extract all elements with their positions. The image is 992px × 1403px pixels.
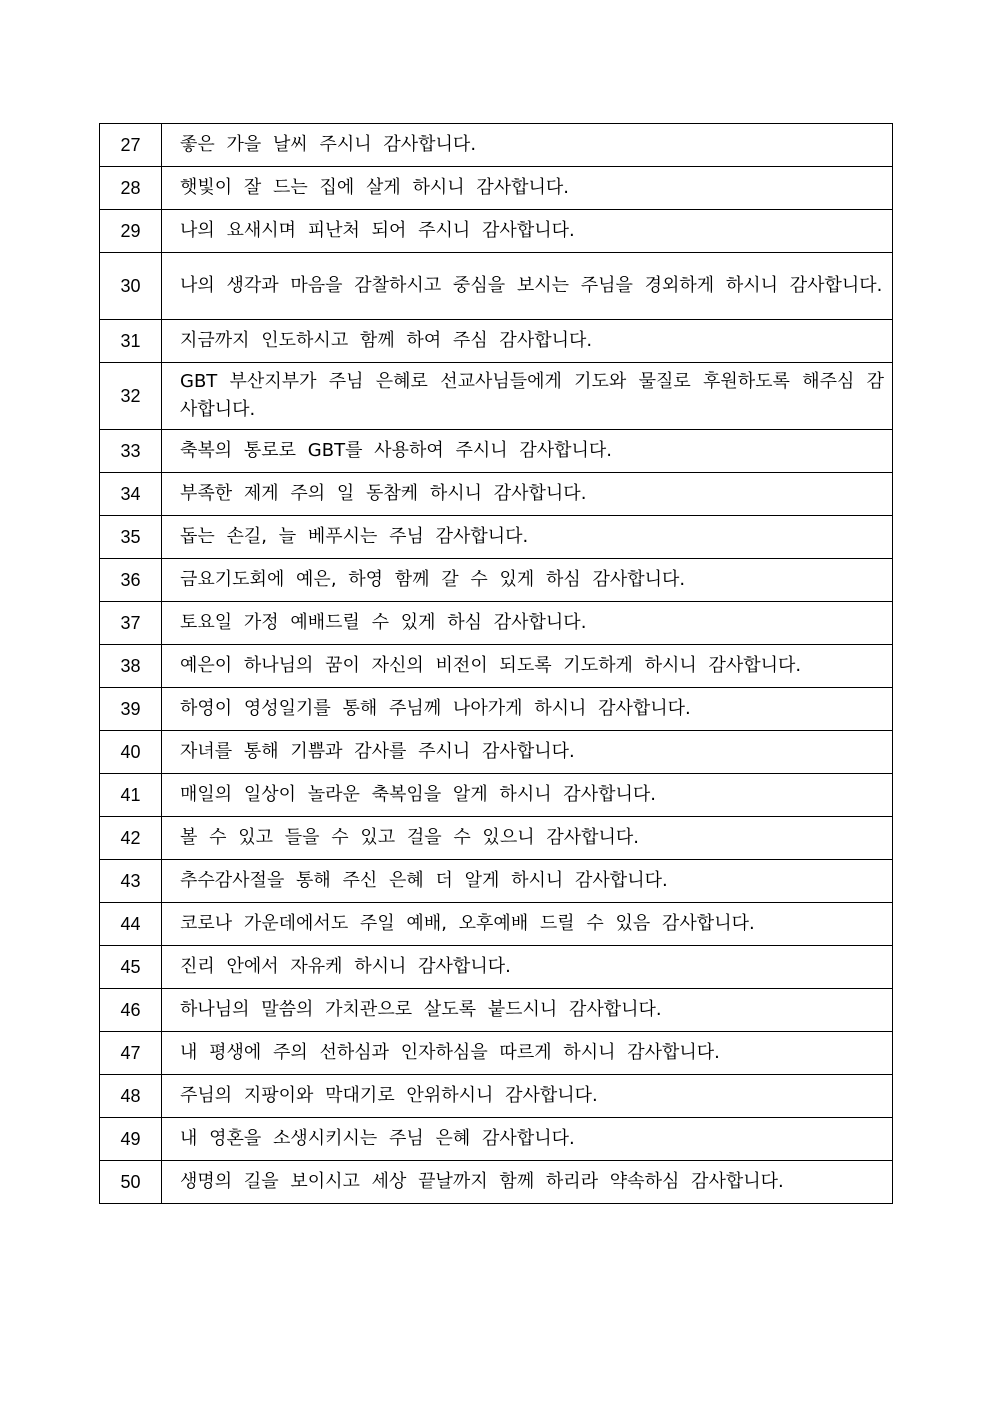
table-row [100, 860, 893, 903]
table-row [100, 430, 893, 473]
row-number: 37 [100, 602, 162, 645]
row-text: 생명의 길을 보이시고 세상 끝날까지 함께 하리라 약속하심 감사합니다. [162, 1161, 893, 1204]
row-text: 진리 안에서 자유케 하시니 감사합니다. [162, 946, 893, 989]
thanksgiving-list-table [99, 123, 893, 1204]
row-number: 29 [100, 210, 162, 253]
table-row [100, 363, 893, 430]
row-text: GBT 부산지부가 주님 은혜로 선교사님들에게 기도와 물질로 후원하도록 해주심 감사합니다. [162, 363, 893, 430]
row-number: 44 [100, 903, 162, 946]
row-text: 금요기도회에 예은, 하영 함께 갈 수 있게 하심 감사합니다. [162, 559, 893, 602]
row-number: 30 [100, 253, 162, 320]
row-text: 코로나 가운데에서도 주일 예배, 오후예배 드릴 수 있음 감사합니다. [162, 903, 893, 946]
row-text: 하나님의 말씀의 가치관으로 살도록 붙드시니 감사합니다. [162, 989, 893, 1032]
table-row [100, 903, 893, 946]
row-number: 31 [100, 320, 162, 363]
row-number: 36 [100, 559, 162, 602]
row-number: 46 [100, 989, 162, 1032]
table-row [100, 320, 893, 363]
table-row [100, 516, 893, 559]
row-number: 35 [100, 516, 162, 559]
row-number: 43 [100, 860, 162, 903]
row-text: 나의 생각과 마음을 감찰하시고 중심을 보시는 주님을 경외하게 하시니 감사합니다. [162, 253, 893, 320]
row-text: 추수감사절을 통해 주신 은혜 더 알게 하시니 감사합니다. [162, 860, 893, 903]
table-row [100, 559, 893, 602]
row-text: 주님의 지팡이와 막대기로 안위하시니 감사합니다. [162, 1075, 893, 1118]
row-text: 하영이 영성일기를 통해 주님께 나아가게 하시니 감사합니다. [162, 688, 893, 731]
row-text: 돕는 손길, 늘 베푸시는 주님 감사합니다. [162, 516, 893, 559]
row-text: 토요일 가정 예배드릴 수 있게 하심 감사합니다. [162, 602, 893, 645]
row-number: 40 [100, 731, 162, 774]
row-text: 내 영혼을 소생시키시는 주님 은혜 감사합니다. [162, 1118, 893, 1161]
row-number: 45 [100, 946, 162, 989]
table-row [100, 1161, 893, 1204]
row-text: 내 평생에 주의 선하심과 인자하심을 따르게 하시니 감사합니다. [162, 1032, 893, 1075]
table-row [100, 124, 893, 167]
table-row [100, 253, 893, 320]
table-row [100, 210, 893, 253]
table-row [100, 688, 893, 731]
row-text: 볼 수 있고 들을 수 있고 걸을 수 있으니 감사합니다. [162, 817, 893, 860]
table-row [100, 1075, 893, 1118]
row-number: 34 [100, 473, 162, 516]
row-text: 지금까지 인도하시고 함께 하여 주심 감사합니다. [162, 320, 893, 363]
row-number: 33 [100, 430, 162, 473]
row-number: 32 [100, 363, 162, 430]
row-text: 좋은 가을 날씨 주시니 감사합니다. [162, 124, 893, 167]
row-text: 나의 요새시며 피난처 되어 주시니 감사합니다. [162, 210, 893, 253]
row-number: 27 [100, 124, 162, 167]
table-row [100, 473, 893, 516]
table-row [100, 1032, 893, 1075]
table-row [100, 1118, 893, 1161]
table-row [100, 946, 893, 989]
row-number: 47 [100, 1032, 162, 1075]
table-row [100, 602, 893, 645]
row-text: 축복의 통로로 GBT를 사용하여 주시니 감사합니다. [162, 430, 893, 473]
table-row [100, 731, 893, 774]
row-number: 41 [100, 774, 162, 817]
row-text: 자녀를 통해 기쁨과 감사를 주시니 감사합니다. [162, 731, 893, 774]
row-text: 부족한 제게 주의 일 동참케 하시니 감사합니다. [162, 473, 893, 516]
row-number: 39 [100, 688, 162, 731]
row-number: 48 [100, 1075, 162, 1118]
table-row [100, 817, 893, 860]
table-row [100, 989, 893, 1032]
row-number: 49 [100, 1118, 162, 1161]
row-number: 28 [100, 167, 162, 210]
table-row [100, 774, 893, 817]
row-number: 42 [100, 817, 162, 860]
row-text: 햇빛이 잘 드는 집에 살게 하시니 감사합니다. [162, 167, 893, 210]
row-number: 38 [100, 645, 162, 688]
table-row [100, 167, 893, 210]
row-number: 50 [100, 1161, 162, 1204]
table-row [100, 645, 893, 688]
row-text: 예은이 하나님의 꿈이 자신의 비전이 되도록 기도하게 하시니 감사합니다. [162, 645, 893, 688]
row-text: 매일의 일상이 놀라운 축복임을 알게 하시니 감사합니다. [162, 774, 893, 817]
